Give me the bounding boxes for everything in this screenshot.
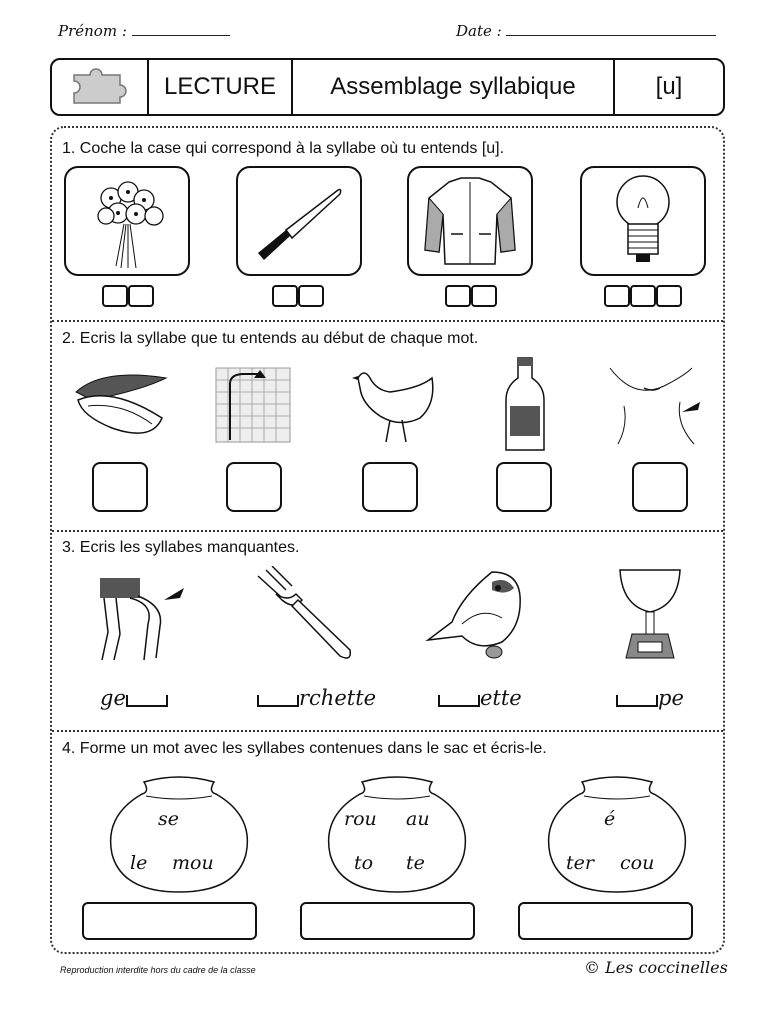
bottle-icon	[500, 356, 550, 457]
knee-icon	[94, 572, 190, 669]
jacket-icon	[407, 166, 533, 276]
knife-icon	[236, 166, 362, 276]
bag2-syllable-right: te	[406, 852, 425, 874]
cup-icon	[612, 566, 688, 671]
puzzle-icon	[52, 60, 149, 114]
date-label: Date :	[456, 22, 502, 40]
owl-icon	[422, 566, 532, 667]
answer-box-5[interactable]	[632, 462, 688, 512]
answer-box-1[interactable]	[92, 462, 148, 512]
missing-syllable-2	[257, 686, 376, 710]
exercise4-instruction: 4. Forme un mot avec les syllabes contenues dans le sac et écris-le.	[62, 740, 547, 757]
word-answer-box-3[interactable]	[518, 902, 693, 940]
checkbox-3b[interactable]	[471, 285, 497, 307]
missing-syllable-4	[616, 686, 684, 710]
answer-box-4[interactable]	[496, 462, 552, 512]
missing-syllable-1	[100, 686, 168, 710]
word-part: ette	[480, 686, 522, 710]
topic-label: Assemblage syllabique	[293, 60, 615, 114]
exercise-frame	[50, 126, 725, 954]
copyright-notice: Reproduction interdite hors du cadre de la classe	[60, 965, 256, 975]
bag1-syllable-left: le	[130, 852, 148, 874]
separator	[52, 320, 723, 322]
word-answer-box-2[interactable]	[300, 902, 475, 940]
blank-slot[interactable]	[438, 695, 480, 707]
hen-icon	[350, 364, 440, 453]
mussel-icon	[72, 366, 172, 451]
blank-slot[interactable]	[616, 695, 658, 707]
bag1-syllable-top: se	[158, 808, 179, 830]
title-box	[50, 58, 725, 116]
blank-slot[interactable]	[257, 695, 299, 707]
prenom-label: Prénom :	[58, 22, 127, 40]
word-part: pe	[658, 686, 684, 710]
brand-logo: © Les coccinelles	[584, 958, 728, 977]
word-part: ge	[100, 686, 126, 710]
checkbox-2b[interactable]	[298, 285, 324, 307]
bag2-syllable-top: rou	[344, 808, 377, 830]
checkbox-4a[interactable]	[604, 285, 630, 307]
checkbox-3a[interactable]	[445, 285, 471, 307]
blank-slot[interactable]	[126, 695, 168, 707]
checkbox-1b[interactable]	[128, 285, 154, 307]
separator	[52, 730, 723, 732]
bag1-syllable-right: mou	[172, 852, 214, 874]
missing-syllable-3	[438, 686, 522, 710]
checkbox-2a[interactable]	[272, 285, 298, 307]
checkbox-1a[interactable]	[102, 285, 128, 307]
neck-icon	[604, 366, 704, 451]
checkbox-4c[interactable]	[656, 285, 682, 307]
bag2-syllable-top2: au	[406, 808, 430, 830]
bag-icon	[104, 774, 254, 899]
bag-icon	[322, 774, 472, 899]
fork-icon	[250, 566, 360, 669]
bag2-syllable-left: to	[354, 852, 374, 874]
answer-box-2[interactable]	[226, 462, 282, 512]
bag-icon	[542, 774, 692, 899]
lightbulb-icon	[580, 166, 706, 276]
exercise3-instruction: 3. Ecris les syllabes manquantes.	[62, 539, 300, 556]
date-line[interactable]	[506, 35, 716, 36]
checkbox-4b[interactable]	[630, 285, 656, 307]
prenom-field	[58, 22, 230, 40]
bag3-syllable-left: ter	[566, 852, 594, 874]
bag3-syllable-right: cou	[620, 852, 655, 874]
answer-box-3[interactable]	[362, 462, 418, 512]
word-part: rchette	[299, 686, 377, 710]
subject-label: LECTURE	[149, 60, 293, 114]
separator	[52, 530, 723, 532]
prenom-line[interactable]	[132, 35, 230, 36]
exercise1-instruction: 1. Coche la case qui correspond à la syllabe où tu entends [u].	[62, 140, 505, 157]
sound-label: [u]	[655, 73, 683, 100]
bouquet-icon	[64, 166, 190, 276]
date-field	[456, 22, 716, 40]
bag3-syllable-top: é	[604, 808, 616, 830]
exercise2-instruction: 2. Ecris la syllabe que tu entends au début de chaque mot.	[62, 330, 479, 347]
word-answer-box-1[interactable]	[82, 902, 257, 940]
shower-icon	[214, 364, 294, 449]
